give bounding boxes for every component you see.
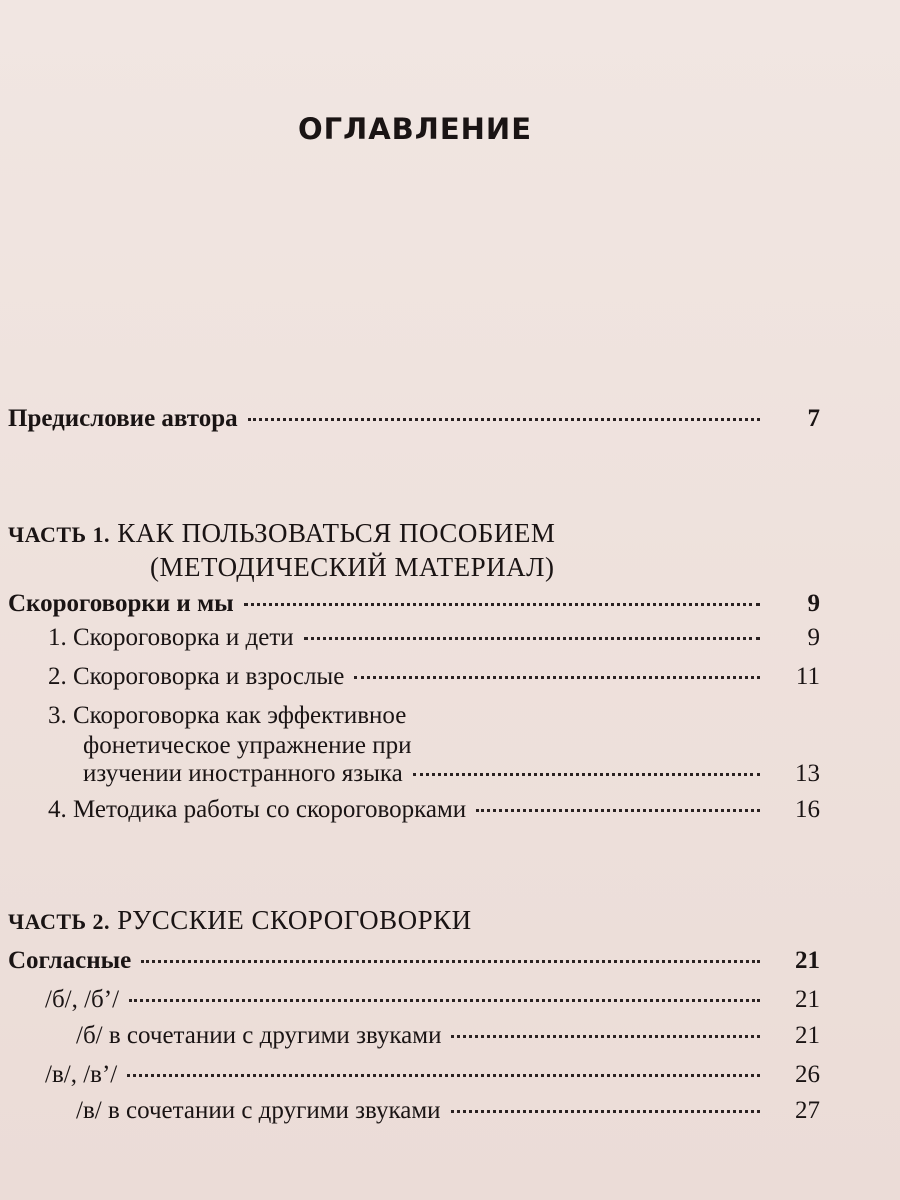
dot-leader (451, 1035, 760, 1038)
toc-page-number: 26 (795, 1061, 820, 1088)
toc-entry-label: /б/, /б’/ (45, 986, 120, 1013)
dot-leader (244, 603, 760, 606)
toc-entry-label: /б/ в сочетании с другими звуками (76, 1022, 442, 1049)
dot-leader (248, 418, 760, 421)
toc-entry-1-4[interactable] (48, 795, 820, 825)
toc-entry-1-3-line2[interactable]: фонетическое упражнение при (83, 732, 412, 759)
toc-entry-label: изучении иностранного языка (83, 760, 403, 787)
toc-entry-label: Скороговорки и мы (8, 590, 234, 617)
toc-entry-section-1[interactable] (8, 589, 820, 619)
toc-entry-label: Предисловие автора (8, 405, 238, 432)
toc-page-number: 27 (795, 1097, 820, 1124)
toc-page-number: 16 (795, 796, 820, 823)
toc-entry-1-3[interactable] (83, 759, 820, 789)
part1-subtitle: (МЕТОДИЧЕСКИЙ МАТЕРИАЛ) (150, 552, 555, 582)
part1-heading (8, 515, 555, 553)
toc-entry-section-2[interactable] (8, 946, 820, 976)
part1-title-line1: КАК ПОЛЬЗОВАТЬСЯ ПОСОБИЕМ (117, 518, 556, 548)
part2-number: ЧАСТЬ 2. (8, 909, 111, 934)
toc-page-number: 21 (795, 947, 820, 974)
dot-leader (413, 773, 760, 776)
toc-entry-label: 1. Скороговорка и дети (48, 624, 294, 651)
toc-entry-label: 4. Методика работы со скороговорками (48, 796, 467, 823)
part1-title-line2 (150, 549, 554, 585)
toc-page-number: 21 (795, 986, 820, 1013)
part2-heading (8, 902, 472, 940)
toc-entry-label: 2. Скороговорка и взрослые (48, 663, 345, 690)
toc-entry-label: Согласные (8, 947, 132, 974)
toc-page-number: 7 (807, 405, 820, 432)
toc-entry-1-1[interactable] (48, 623, 820, 653)
dot-leader (141, 960, 760, 963)
dot-leader (354, 676, 760, 679)
toc-entry-preface[interactable] (8, 404, 820, 434)
toc-entry-2-2[interactable] (76, 1021, 820, 1051)
toc-entry-1-3-line1[interactable]: 3. Скороговорка как эффективное (48, 702, 407, 729)
dot-leader (127, 1074, 760, 1077)
toc-entry-1-2[interactable] (48, 662, 820, 692)
toc-page-number: 9 (807, 590, 820, 617)
toc-entry-label: /в/ в сочетании с другими звуками (76, 1097, 441, 1124)
toc-page-number: 9 (807, 624, 820, 651)
part2-title: РУССКИЕ СКОРОГОВОРКИ (117, 905, 472, 935)
dot-leader (304, 637, 760, 640)
toc-page-number: 13 (795, 760, 820, 787)
toc-entry-2-3[interactable] (45, 1060, 820, 1090)
part1-number: ЧАСТЬ 1. (8, 522, 111, 547)
dot-leader (476, 809, 760, 812)
dot-leader (451, 1110, 760, 1113)
dot-leader (129, 999, 760, 1002)
toc-entry-label: /в/, /в’/ (45, 1061, 118, 1088)
toc-page-number: 21 (795, 1022, 820, 1049)
toc-entry-2-1[interactable] (45, 985, 820, 1015)
toc-page-number: 11 (795, 663, 820, 690)
page-title: ОГЛАВЛЕНИЕ (297, 112, 532, 146)
toc-entry-2-4[interactable] (76, 1096, 820, 1126)
